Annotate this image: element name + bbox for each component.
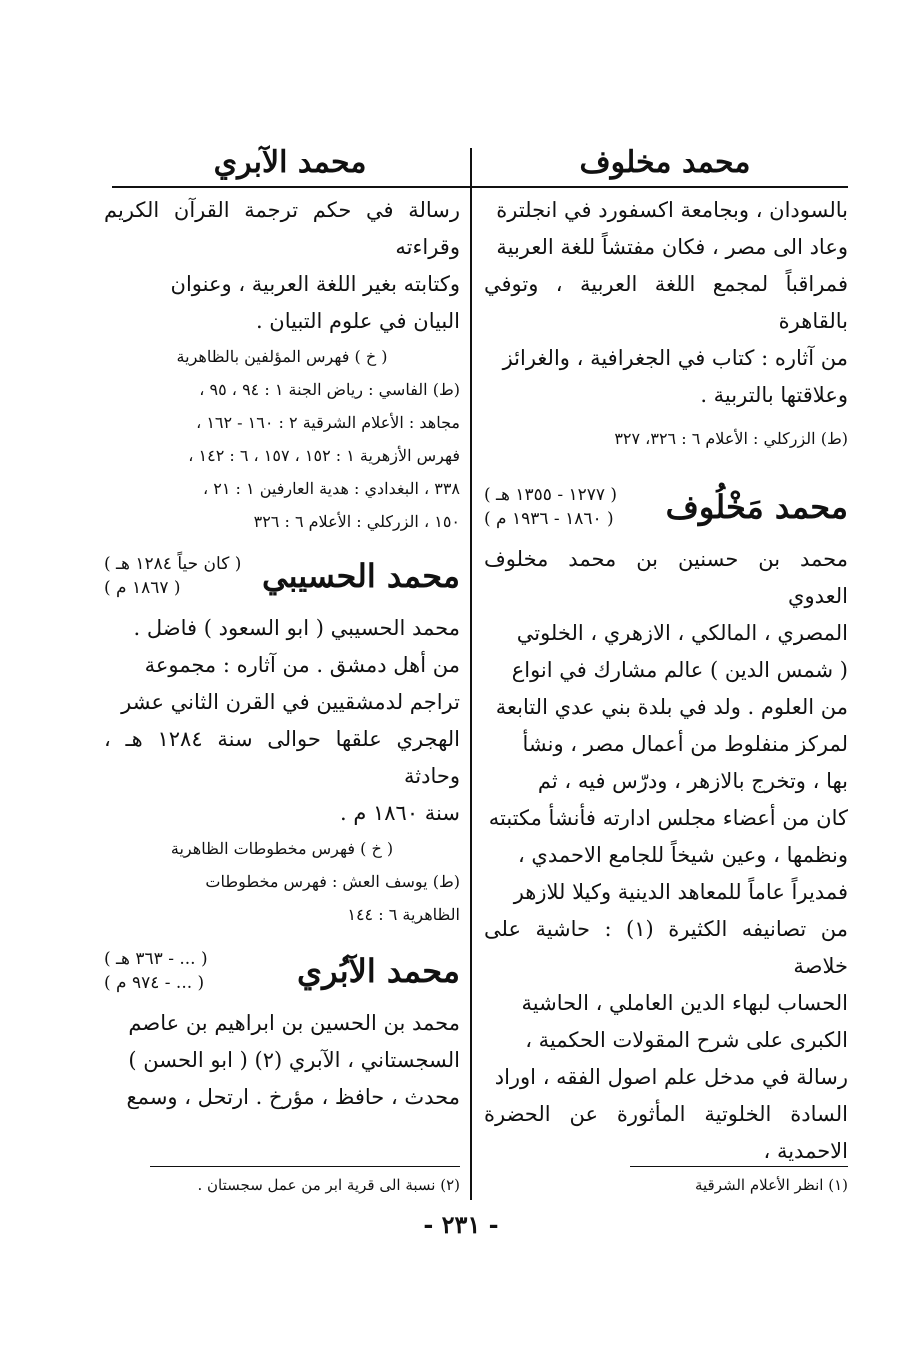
- body-line: من العلوم . ولد في بلدة بني عدي التابعة: [495, 695, 848, 719]
- body-line: السجستاني ، الآبري (٢) ( ابو الحسن ): [128, 1048, 460, 1072]
- dates-hijri: ( كان حياً ١٢٨٤ هـ ): [104, 554, 242, 574]
- body-line: من تصانيفه الكثيرة (١) : حاشية على خلاصة: [484, 917, 848, 978]
- entry-dates: [484, 483, 617, 531]
- entry-heading-husaybi: [104, 552, 460, 600]
- reference-line: ( خ ) فهرس مخطوطات الظاهرية: [170, 839, 394, 858]
- body-line: المصري ، المالكي ، الازهري ، الخلوتي: [516, 621, 848, 645]
- entry-title: محمد الحسيبي: [261, 557, 460, 595]
- entry-heading-aburi: [104, 947, 460, 995]
- dates-gregorian: ( ١٨٦٠ - ١٩٣٦ م ): [484, 509, 614, 529]
- dates-hijri: ( ١٢٧٧ - ١٣٥٥ هـ ): [484, 485, 618, 505]
- reference-line: الظاهرية ٦ : ١٤٤: [347, 905, 460, 924]
- paragraph-line: وعاد الى مصر ، فكان مفتشاً للغة العربية: [496, 235, 848, 259]
- dates-gregorian: ( ... - ٩٧٤ م ): [104, 973, 205, 993]
- reference-line: (ط) الزركلي : الأعلام ٦ : ٣٢٦، ٣٢٧: [614, 429, 848, 448]
- dates-gregorian: ( ١٨٦٧ م ): [104, 578, 181, 598]
- header-rule: [112, 186, 848, 188]
- body-line: من أهل دمشق . من آثاره : مجموعة: [144, 653, 460, 677]
- reference-line: ( خ ) فهرس المؤلفين بالظاهرية: [176, 347, 388, 366]
- entry-dates: [104, 947, 208, 995]
- body-line: سنة ١٨٦٠ م .: [339, 801, 460, 825]
- body-line: محدث ، حافظ ، مؤرخ . ارتحل ، وسمع: [126, 1085, 460, 1109]
- page-number: - ٢٣١ -: [423, 1210, 499, 1239]
- body-line: الحساب لبهاء الدين العاملي ، الحاشية: [521, 991, 848, 1015]
- paragraph-line: وكتابته بغير اللغة العربية ، وعنوان: [170, 272, 460, 296]
- entry-dates: [104, 552, 241, 600]
- paragraph-line: من آثاره : كتاب في الجغرافية ، والغرائز: [502, 346, 848, 370]
- body-line: بها ، وتخرج بالازهر ، ودرّس فيه ، ثم: [537, 769, 848, 793]
- body-line: الكبرى على شرح المقولات الحكمية ،: [525, 1028, 848, 1052]
- body-line: فمديراً عاماً للمعاهد الدينية وكيلا للازهر: [513, 880, 848, 904]
- entry-title: محمد الآبُري: [297, 952, 460, 990]
- body-line: ونظمها ، وعين شيخاً للجامع الاحمدي ،: [517, 843, 848, 867]
- paragraph-line: البيان في علوم التبيان .: [255, 309, 460, 333]
- entry-title: محمد مَخْلُوف: [665, 488, 848, 526]
- body-line: محمد بن الحسين بن ابراهيم بن عاصم: [128, 1011, 460, 1035]
- body-line: محمد بن حسنين بن محمد مخلوف العدوي: [484, 547, 848, 608]
- reference-line: فهرس الأزهرية ١ : ١٥٢ ، ١٥٧ ، ٦ : ١٤٢ ،: [188, 446, 460, 465]
- left-footnote: (٢) نسبة الى قرية ابر من عمل سجستان .: [197, 1176, 460, 1194]
- body-line: ( شمس الدين ) عالم مشارك في انواع: [511, 658, 848, 682]
- reference-line: ١٥٠ ، الزركلي : الأعلام ٦ : ٣٢٦: [253, 512, 460, 531]
- left-footnote-rule: [150, 1166, 460, 1167]
- reference-line: (ط) الفاسي : رياض الجنة ١ : ٩٤ ، ٩٥ ،: [199, 380, 460, 399]
- body-line: رسالة في مدخل علم اصول الفقه ، اوراد: [494, 1065, 848, 1089]
- body-line: الهجري علقها حوالى سنة ١٢٨٤ هـ ، وحادثة: [104, 727, 460, 788]
- reference-line: ٣٣٨ ، البغدادي : هدية العارفين ١ : ٢١ ،: [203, 479, 460, 498]
- left-column: [104, 192, 460, 1116]
- body-line: كان من أعضاء مجلس ادارته فأنشأ مكتبته: [488, 806, 848, 830]
- body-line: لمركز منفلوط من أعمال مصر ، ونشأ: [522, 732, 848, 756]
- dates-hijri: ( ... - ٣٦٣ هـ ): [104, 949, 208, 969]
- paragraph-line: بالسودان ، وبجامعة اكسفورد في انجلترة: [496, 198, 848, 222]
- paragraph-line: وعلاقتها بالتربية .: [700, 383, 848, 407]
- paragraph-line: فمراقباً لمجمع اللغة العربية ، وتوفي بالقاهرة: [484, 272, 848, 333]
- body-line: السادة الخلوتية المأثورة عن الحضرة الاحمدية ،: [484, 1102, 848, 1163]
- body-line: تراجم لدمشقيين في القرن الثاني عشر: [121, 690, 460, 714]
- right-column: [484, 192, 848, 1170]
- paragraph-line: رسالة في حكم ترجمة القرآن الكريم وقراءته: [104, 198, 460, 259]
- body-line: محمد الحسيبي ( ابو السعود ) فاضل .: [133, 616, 460, 640]
- reference-line: مجاهد : الأعلام الشرقية ٢ : ١٦٠ - ١٦٢ ،: [196, 413, 460, 432]
- column-divider: [470, 148, 472, 1200]
- left-running-head: محمد الآبري: [213, 145, 367, 180]
- reference-line: (ط) يوسف العش : فهرس مخطوطات: [205, 872, 460, 891]
- right-footnote-rule: [630, 1166, 848, 1167]
- right-running-head: محمد مخلوف: [579, 145, 751, 180]
- entry-heading-makhluf: [484, 483, 848, 531]
- right-footnote: (١) انظر الأعلام الشرقية: [694, 1176, 848, 1194]
